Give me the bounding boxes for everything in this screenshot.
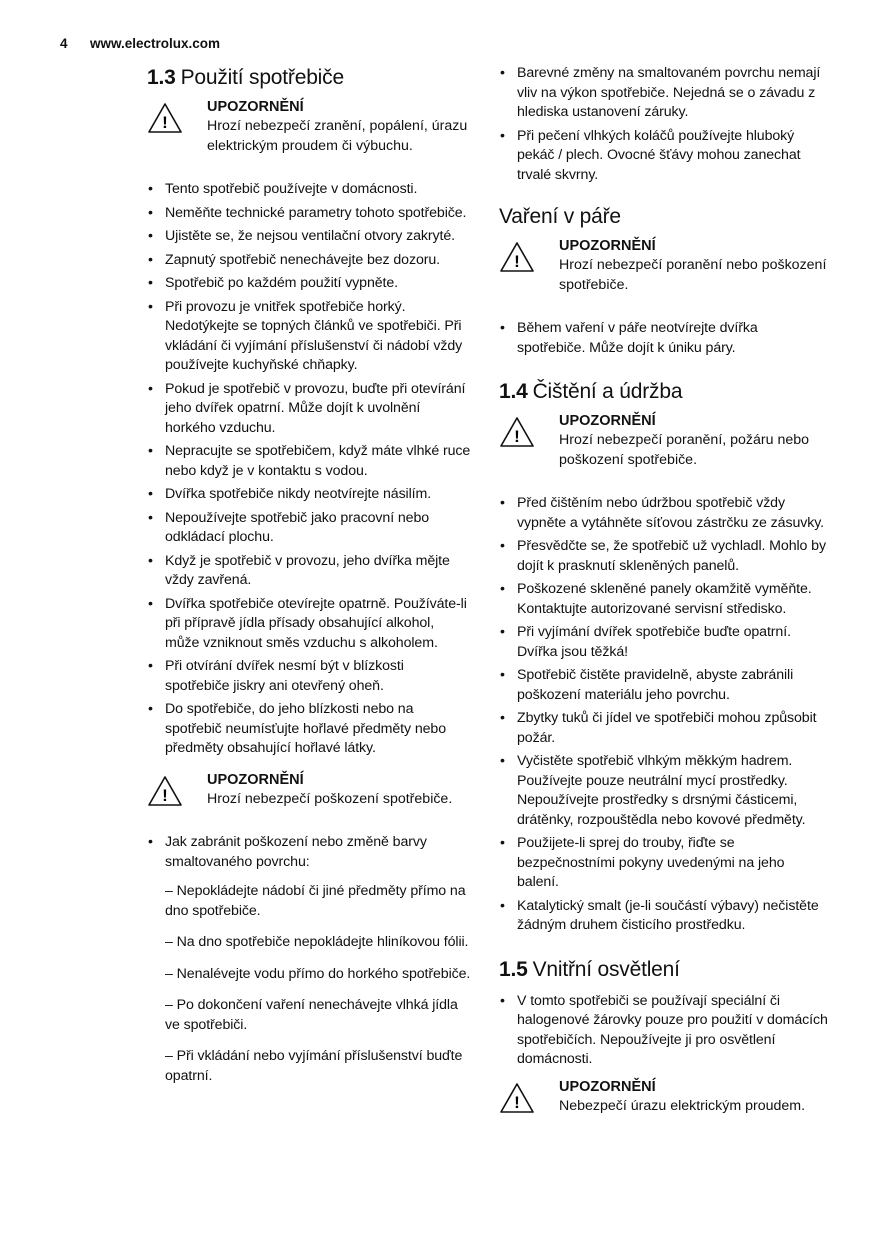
page-header xyxy=(60,36,220,51)
list-item: • Dvířka spotřebiče otevírejte opatrně. Používáte-li při přípravě jídla přísady obsahující alkohol, může vzniknout směs vzduchu s alkoholem. xyxy=(147,595,472,654)
section-number: 1.3 xyxy=(147,66,176,89)
usage-list-continued xyxy=(499,64,829,185)
list-item: • Pokud je spotřebič v provozu, buďte při otevírání jeho dvířek opatrní. Může dojít k uvolnění horkého vzduchu. xyxy=(147,380,472,439)
list-item: • Poškozené skleněné panely okamžitě vyměňte. Kontaktujte autorizované servisní středisko. xyxy=(499,580,829,619)
warning-text: Hrozí nebezpečí zranění, popálení, úrazu elektrickým proudem či výbuchu. xyxy=(207,118,468,154)
section-title: Použití spotřebiče xyxy=(180,66,344,89)
warning-block xyxy=(499,237,829,295)
warning-text: Hrozí nebezpečí poškození spotřebiče. xyxy=(207,790,453,807)
list-item: • Přesvědčte se, že spotřebič už vychladl. Mohlo by dojít k prasknutí skleněných panelů. xyxy=(499,537,829,576)
list-item xyxy=(147,833,472,1086)
site-url: www.electrolux.com xyxy=(90,36,221,51)
warning-text: Nebezpečí úrazu elektrickým proudem. xyxy=(559,1097,806,1114)
list-item: • Katalytický smalt (je-li součástí výbavy) nečistěte žádným druhem čisticího prostředku. xyxy=(499,897,829,936)
warning-triangle-icon xyxy=(147,102,183,134)
warning-block xyxy=(147,98,472,156)
cleaning-list xyxy=(499,494,829,936)
list-item: • Během vaření v páře neotvírejte dvířka spotřebiče. Může dojít k úniku páry. xyxy=(499,319,829,358)
left-column xyxy=(147,64,472,1098)
sub-item: – Při vkládání nebo vyjímání příslušenství buďte opatrní. xyxy=(165,1048,463,1084)
svg-text:!: ! xyxy=(162,113,168,132)
warning-title: UPOZORNĚNÍ xyxy=(559,413,656,429)
page-number: 4 xyxy=(60,36,68,51)
sub-item: – Nenalévejte vodu přímo do horkého spotřebiče. xyxy=(165,965,471,982)
section-heading-lighting xyxy=(499,956,829,984)
list-item: • Nepracujte se spotřebičem, když máte vlhké ruce nebo když je v kontaktu s vodou. xyxy=(147,442,472,481)
list-item: • Vyčistěte spotřebič vlhkým měkkým hadrem. Používejte pouze neutrální mycí prostředky. Nepoužívejte prostředky s drsnými částicemi, drátěnky, rozpouštědla nebo kovové předměty. xyxy=(499,752,829,830)
list-item: • Při vyjímání dvířek spotřebiče buďte opatrní. Dvířka jsou těžká! xyxy=(499,623,829,662)
warning-triangle-icon xyxy=(499,1082,535,1114)
svg-text:!: ! xyxy=(514,252,520,271)
steam-list xyxy=(499,319,829,358)
list-item: • Do spotřebiče, do jeho blízkosti nebo na spotřebič neumísťujte hořlavé předměty nebo předměty obsahující hořlavé látky. xyxy=(147,700,472,759)
section-number: 1.5 xyxy=(499,957,528,981)
enamel-list xyxy=(147,833,472,1086)
sub-item: – Nepokládejte nádobí či jiné předměty přímo na dno spotřebiče. xyxy=(165,883,466,919)
warning-block xyxy=(147,771,472,810)
list-item: • Neměňte technické parametry tohoto spotřebiče. xyxy=(147,204,472,224)
section-heading-steam xyxy=(499,203,829,231)
list-item: • Tento spotřebič používejte v domácnosti. xyxy=(147,180,472,200)
list-item: • Při pečení vlhkých koláčů používejte hluboký pekáč / plech. Ovocné šťávy mohou zanechat trvalé skvrny. xyxy=(499,127,829,186)
list-item: • Zbytky tuků či jídel ve spotřebiči mohou způsobit požár. xyxy=(499,709,829,748)
lighting-list xyxy=(499,992,829,1070)
list-item: • Ujistěte se, že nejsou ventilační otvory zakryté. xyxy=(147,227,472,247)
list-item: • Barevné změny na smaltovaném povrchu nemají vliv na výkon spotřebiče. Nejedná se o závadu z hlediska ustanovení záruky. xyxy=(499,64,829,123)
list-item-text: Jak zabránit poškození nebo změně barvy smaltovaného povrchu: xyxy=(165,834,427,870)
section-title: Vaření v páře xyxy=(499,205,621,228)
warning-triangle-icon xyxy=(499,241,535,273)
right-column xyxy=(499,64,829,1140)
list-item: • Při provozu je vnitřek spotřebiče horký. Nedotýkejte se topných článků ve spotřebiči. Při vkládání či vyjímání příslušenství či nádobí vždy používejte kuchyňské chňapky. xyxy=(147,298,472,376)
list-item: • Když je spotřebič v provozu, jeho dvířka mějte vždy zavřená. xyxy=(147,552,472,591)
list-item: • Před čištěním nebo údržbou spotřebič vždy vypněte a vytáhněte síťovou zástrčku ze zásuvky. xyxy=(499,494,829,533)
warning-text: Hrozí nebezpečí poranění nebo poškození spotřebiče. xyxy=(559,257,827,293)
warning-title: UPOZORNĚNÍ xyxy=(207,771,304,788)
sub-list xyxy=(165,882,472,1086)
usage-list xyxy=(147,180,472,759)
sub-item: – Po dokončení vaření nenechávejte vlhká jídla ve spotřebiči. xyxy=(165,997,458,1033)
svg-text:!: ! xyxy=(514,1092,520,1112)
sub-item: – Na dno spotřebiče nepokládejte hliníkovou fólii. xyxy=(165,934,469,950)
warning-text: Hrozí nebezpečí poranění, požáru nebo poškození spotřebiče. xyxy=(559,432,810,468)
list-item: • Použijete-li sprej do trouby, řiďte se bezpečnostními pokyny uvedenými na jeho balení. xyxy=(499,834,829,893)
svg-text:!: ! xyxy=(162,785,168,805)
list-item: • Nepoužívejte spotřebič jako pracovní nebo odkládací plochu. xyxy=(147,509,472,548)
list-item: • Zapnutý spotřebič nenechávejte bez dozoru. xyxy=(147,251,472,271)
section-title: Vnitřní osvětlení xyxy=(532,957,680,981)
section-title: Čištění a údržba xyxy=(532,380,683,403)
warning-title: UPOZORNĚNÍ xyxy=(559,238,656,254)
list-item: • Spotřebič čistěte pravidelně, abyste zabránili poškození materiálu jeho povrchu. xyxy=(499,666,829,705)
warning-block xyxy=(499,1078,829,1117)
warning-title: UPOZORNĚNÍ xyxy=(559,1078,656,1095)
list-item: • Při otvírání dvířek nesmí být v blízkosti spotřebiče jiskry ani otevřený oheň. xyxy=(147,657,472,696)
warning-block xyxy=(499,412,829,470)
list-item: • Spotřebič po každém použití vypněte. xyxy=(147,274,472,294)
warning-triangle-icon xyxy=(499,416,535,448)
section-heading-usage xyxy=(147,64,472,92)
section-heading-cleaning xyxy=(499,378,829,406)
warning-triangle-icon xyxy=(147,775,183,807)
list-item: • V tomto spotřebiči se používají speciální či halogenové žárovky pouze pro použití v domácích spotřebičích. Nepoužívejte ji pro osvětlení domácnosti. xyxy=(499,992,829,1070)
list-item: • Dvířka spotřebiče nikdy neotvírejte násilím. xyxy=(147,485,472,505)
warning-title: UPOZORNĚNÍ xyxy=(207,99,304,115)
svg-text:!: ! xyxy=(514,427,520,446)
section-number: 1.4 xyxy=(499,380,528,403)
